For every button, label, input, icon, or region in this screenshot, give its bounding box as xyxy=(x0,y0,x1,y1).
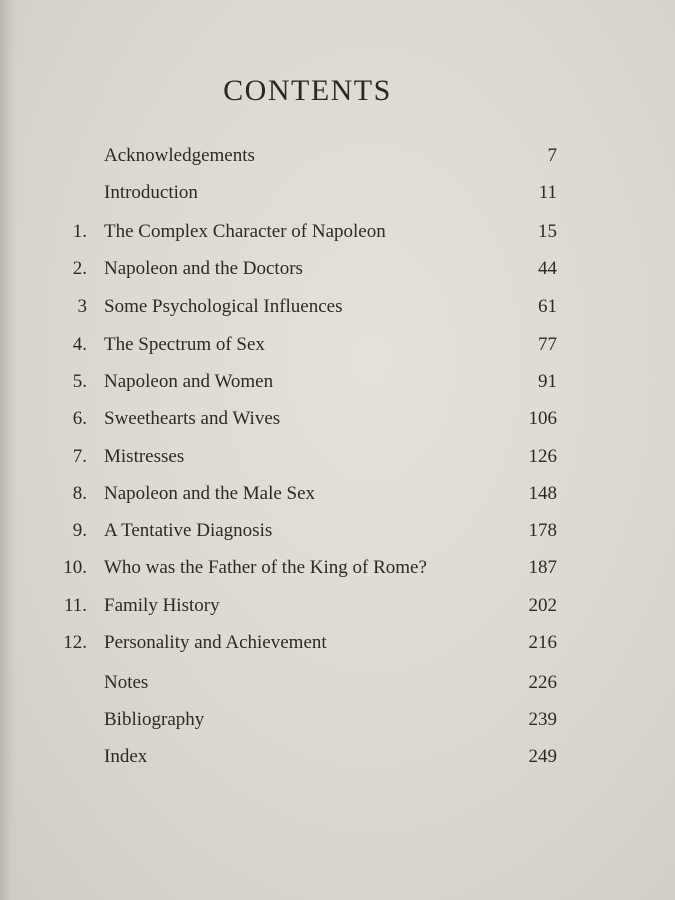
page-number: 226 xyxy=(528,672,557,693)
entry-title: Family History xyxy=(104,595,220,616)
entry-title: Napoleon and the Male Sex xyxy=(104,483,316,504)
page-number: 239 xyxy=(528,709,557,730)
page-number: 11 xyxy=(538,182,557,203)
toc-entry-chapter-7 xyxy=(0,442,675,472)
entry-title: Some Psychological Influences xyxy=(104,296,343,317)
chapter-number: 3 xyxy=(77,296,87,317)
chapter-number: 9. xyxy=(72,520,87,541)
entry-title: Mistresses xyxy=(104,446,185,467)
toc-entry-chapter-10 xyxy=(0,553,675,583)
page-number: 91 xyxy=(538,371,557,392)
entry-title: Acknowledgements xyxy=(104,145,255,166)
page-number: 126 xyxy=(528,446,557,467)
chapter-number: 2. xyxy=(72,258,87,279)
chapter-number: 8. xyxy=(72,483,87,504)
entry-title: Napoleon and Women xyxy=(104,371,274,392)
entry-title: Introduction xyxy=(104,182,198,203)
entry-title: Bibliography xyxy=(104,709,205,730)
toc-entry-chapter-1 xyxy=(0,217,675,247)
toc-entry-chapter-6 xyxy=(0,404,675,434)
toc-entry-chapter-12 xyxy=(0,628,675,658)
entry-title: Notes xyxy=(104,672,149,693)
entry-title: Sweethearts and Wives xyxy=(104,408,281,429)
toc-entry-acknowledgements xyxy=(0,141,675,171)
page-number: 77 xyxy=(538,334,557,355)
toc-entry-notes xyxy=(0,668,675,698)
chapter-number: 1. xyxy=(72,221,87,242)
page-number: 216 xyxy=(528,632,557,653)
page-number: 61 xyxy=(538,296,557,317)
page-number: 106 xyxy=(528,408,557,429)
chapter-number: 4. xyxy=(72,334,87,355)
toc-entry-index xyxy=(0,742,675,772)
toc-entry-chapter-8 xyxy=(0,479,675,509)
page-number: 7 xyxy=(547,145,557,166)
toc-entry-chapter-9 xyxy=(0,516,675,546)
chapter-number: 5. xyxy=(72,371,87,392)
toc-entry-chapter-4 xyxy=(0,330,675,360)
entry-title: Napoleon and the Doctors xyxy=(104,258,303,279)
page-number: 15 xyxy=(538,221,557,242)
chapter-number: 7. xyxy=(72,446,87,467)
page-number: 44 xyxy=(538,258,557,279)
chapter-number: 6. xyxy=(72,408,87,429)
page-number: 148 xyxy=(528,483,557,504)
entry-title: Index xyxy=(104,746,148,767)
page-number: 249 xyxy=(528,746,557,767)
page-number: 178 xyxy=(528,520,557,541)
entry-title: Who was the Father of the King of Rome? xyxy=(104,557,427,578)
chapter-number: 12. xyxy=(63,632,87,653)
toc-entry-chapter-2 xyxy=(0,254,675,284)
toc-entry-introduction xyxy=(0,178,675,208)
entry-title: A Tentative Diagnosis xyxy=(104,520,273,541)
entry-title: Personality and Achievement xyxy=(104,632,327,653)
page-number: 187 xyxy=(528,557,557,578)
chapter-number: 10. xyxy=(63,557,87,578)
entry-title: The Complex Character of Napoleon xyxy=(104,221,386,242)
toc-entry-chapter-3 xyxy=(0,292,675,322)
entry-title: The Spectrum of Sex xyxy=(104,334,265,355)
page-number: 202 xyxy=(528,595,557,616)
toc-entry-bibliography xyxy=(0,705,675,735)
toc-entry-chapter-5 xyxy=(0,367,675,397)
chapter-number: 11. xyxy=(63,595,87,616)
contents-title: CONTENTS xyxy=(223,74,392,107)
toc-entry-chapter-11 xyxy=(0,591,675,621)
